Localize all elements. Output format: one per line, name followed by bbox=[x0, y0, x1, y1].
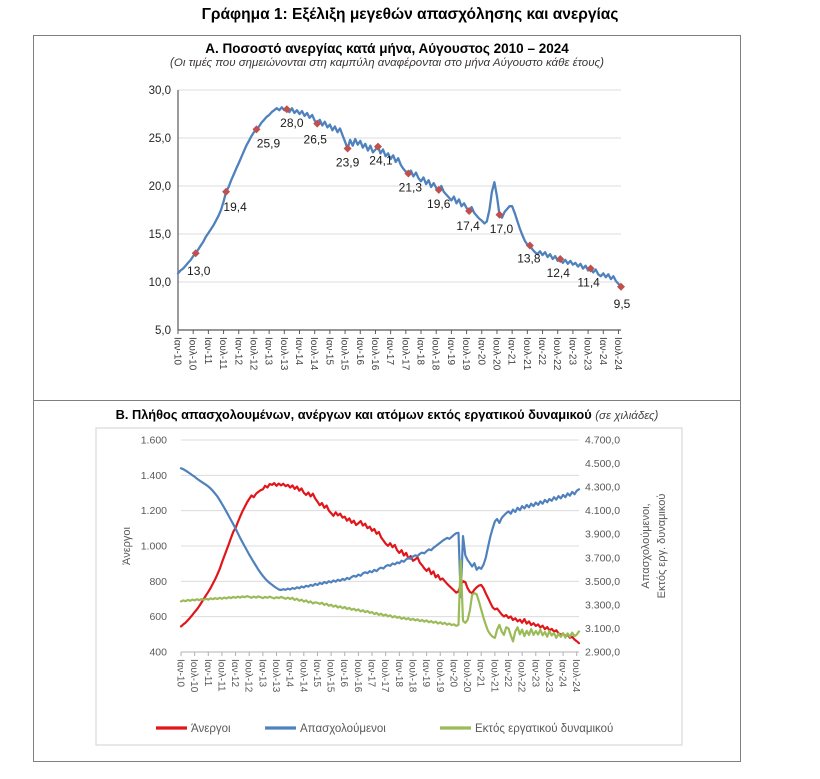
data-label: 28,0 bbox=[280, 116, 304, 131]
x-axis-tick-label: Ιουλ-12 bbox=[242, 659, 254, 693]
data-label: 19,4 bbox=[223, 199, 247, 214]
right-axis-tick-label: 3.500,0 bbox=[585, 575, 621, 588]
y-axis-tick-label: 10,0 bbox=[148, 277, 171, 289]
right-axis-tick-label: 3.900,0 bbox=[585, 528, 621, 541]
legend-label: Εκτός εργατικού δυναμικού bbox=[475, 723, 614, 735]
right-axis-tick-label: 2.900,0 bbox=[585, 646, 621, 659]
x-axis-tick-label: Ιαν-13 bbox=[256, 659, 268, 688]
x-axis-tick-label: Ιουλ-16 bbox=[351, 659, 363, 693]
august-marker bbox=[222, 188, 230, 196]
data-label: 9,5 bbox=[613, 296, 631, 311]
figure-title: Γράφημα 1: Εξέλιξη μεγεθών απασχόλησης και ανεργίας bbox=[201, 6, 619, 23]
x-axis-tick-label: Ιαν-24 bbox=[556, 659, 568, 688]
x-axis-tick-label: Ιουλ-16 bbox=[368, 337, 380, 371]
x-axis-tick-label: Ιαν-18 bbox=[414, 337, 426, 366]
data-label: 12,4 bbox=[546, 265, 570, 280]
x-axis-tick-label: Ιαν-14 bbox=[293, 337, 305, 366]
left-axis-title: Άνεργοι bbox=[121, 527, 133, 565]
data-label: 21,3 bbox=[398, 180, 423, 195]
left-axis-tick-label: 1.400 bbox=[140, 469, 167, 482]
x-axis-tick-label: Ιαν-22 bbox=[501, 659, 513, 688]
x-axis-tick-label: Ιουλ-20 bbox=[490, 337, 502, 371]
y-axis-tick-label: 15,0 bbox=[148, 229, 171, 241]
x-axis-tick-label: Ιουλ-15 bbox=[324, 659, 336, 693]
x-axis-tick-label: Ιουλ-10 bbox=[188, 659, 200, 693]
x-axis-tick-label: Ιαν-17 bbox=[384, 337, 396, 366]
left-axis-tick-label: 1.600 bbox=[140, 434, 167, 447]
x-axis-tick-label: Ιαν-15 bbox=[323, 337, 335, 366]
x-axis-tick-label: Ιουλ-13 bbox=[270, 659, 282, 693]
legend-label: Άνεργοι bbox=[191, 723, 231, 735]
x-axis-tick-label: Ιουλ-19 bbox=[433, 659, 445, 693]
x-axis-tick-label: Ιουλ-12 bbox=[247, 337, 259, 371]
x-axis-tick-label: Ιαν-12 bbox=[229, 659, 241, 688]
x-axis-tick-label: Ιουλ-15 bbox=[338, 337, 350, 371]
data-label: 17,4 bbox=[456, 218, 480, 233]
right-axis-tick-label: 4.300,0 bbox=[585, 481, 621, 494]
x-axis-tick-label: Ιαν-12 bbox=[232, 337, 244, 366]
x-axis-tick-label: Ιουλ-22 bbox=[551, 337, 563, 371]
x-axis-tick-label: Ιαν-20 bbox=[475, 337, 487, 366]
x-axis-tick-label: Ιουλ-18 bbox=[429, 337, 441, 371]
right-axis-tick-label: 4.700,0 bbox=[585, 434, 621, 447]
x-axis-tick-label: Ιαν-13 bbox=[262, 337, 274, 366]
x-axis-tick-label: Ιουλ-18 bbox=[406, 659, 418, 693]
x-axis-tick-label: Ιαν-18 bbox=[392, 659, 404, 688]
x-axis-tick-label: Ιαν-15 bbox=[310, 659, 322, 688]
data-label: 11,4 bbox=[577, 275, 600, 290]
x-axis-tick-label: Ιαν-20 bbox=[447, 659, 459, 688]
x-axis-tick-label: Ιαν-10 bbox=[174, 659, 186, 688]
x-axis-tick-label: Ιαν-11 bbox=[201, 337, 213, 365]
panel-b-title-text: Β. Πλήθος απασχολουμένων, ανέργων και ατόμων εκτός εργατικού δυναμικού bbox=[115, 407, 592, 422]
right-axis-title-line1: Απασχολούμενοι, bbox=[640, 503, 652, 589]
x-axis-tick-label: Ιουλ-22 bbox=[515, 659, 527, 693]
y-axis-tick-label: 20,0 bbox=[148, 181, 171, 193]
panel-a-subtitle: (Οι τιμές που σημειώνονται στη καμπύλη αναφέρονται στο μήνα Αύγουστο κάθε έτους) bbox=[170, 57, 604, 69]
x-axis-tick-label: Ιουλ-10 bbox=[186, 337, 198, 371]
data-label: 26,5 bbox=[303, 132, 327, 147]
x-axis-tick-label: Ιαν-22 bbox=[536, 337, 548, 366]
x-axis-tick-label: Ιουλ-23 bbox=[542, 659, 554, 693]
august-marker bbox=[344, 145, 352, 153]
x-axis-tick-label: Ιαν-11 bbox=[201, 659, 213, 687]
panel-a-title: Α. Ποσοστό ανεργίας κατά μήνα, Αύγουστος 2010 – 2024 bbox=[205, 41, 569, 56]
x-axis-tick-label: Ιαν-24 bbox=[596, 337, 608, 366]
right-axis-title-line2: Εκτός εργ. δυναμικού bbox=[656, 493, 668, 599]
legend-label: Απασχολούμενοι bbox=[300, 723, 386, 735]
x-axis-tick-label: Ιουλ-19 bbox=[460, 337, 472, 371]
panel-b-title-suffix: (σε χιλιάδες) bbox=[595, 410, 659, 422]
x-axis-tick-label: Ιαν-10 bbox=[171, 337, 183, 366]
data-label: 13,0 bbox=[187, 264, 211, 279]
x-axis-tick-label: Ιουλ-11 bbox=[215, 659, 227, 692]
x-axis-tick-label: Ιουλ-24 bbox=[570, 659, 582, 693]
x-axis-tick-label: Ιουλ-14 bbox=[297, 659, 309, 693]
x-axis-tick-label: Ιαν-17 bbox=[365, 659, 377, 688]
right-axis-tick-label: 4.500,0 bbox=[585, 458, 621, 471]
data-label: 19,6 bbox=[427, 196, 451, 211]
left-axis-tick-label: 600 bbox=[149, 611, 167, 624]
data-label: 13,8 bbox=[517, 251, 541, 266]
x-axis-tick-label: Ιουλ-21 bbox=[488, 659, 500, 693]
right-axis-tick-label: 3.700,0 bbox=[585, 552, 621, 565]
x-axis-tick-label: Ιουλ-14 bbox=[308, 337, 320, 371]
x-axis-tick-label: Ιουλ-23 bbox=[581, 337, 593, 371]
unemployment-rate-line bbox=[178, 107, 621, 286]
x-axis-tick-label: Ιαν-23 bbox=[566, 337, 578, 366]
panel-b bbox=[33, 400, 741, 762]
x-axis-tick-label: Ιαν-19 bbox=[420, 659, 432, 688]
right-axis-tick-label: 4.100,0 bbox=[585, 505, 621, 518]
left-axis-tick-label: 1.200 bbox=[140, 505, 167, 518]
x-axis-tick-label: Ιουλ-24 bbox=[611, 337, 623, 371]
y-axis-tick-label: 25,0 bbox=[148, 133, 171, 145]
x-axis-tick-label: Ιουλ-20 bbox=[461, 659, 473, 693]
data-label: 23,9 bbox=[335, 155, 360, 170]
labour-force-chart bbox=[34, 425, 741, 763]
left-axis-tick-label: 400 bbox=[149, 646, 167, 659]
left-axis-tick-label: 800 bbox=[149, 575, 167, 588]
data-label: 24,1 bbox=[369, 153, 393, 168]
x-axis-tick-label: Ιαν-23 bbox=[529, 659, 541, 688]
y-axis-tick-label: 5,0 bbox=[155, 325, 171, 337]
x-axis-tick-label: Ιαν-14 bbox=[283, 659, 295, 688]
x-axis-tick-label: Ιουλ-17 bbox=[399, 337, 411, 371]
panel-b-title bbox=[34, 407, 740, 422]
data-label: 17,0 bbox=[489, 221, 514, 236]
y-axis-tick-label: 30,0 bbox=[148, 85, 171, 97]
unemployment-rate-chart bbox=[34, 74, 741, 400]
x-axis-tick-label: Ιαν-21 bbox=[505, 337, 517, 366]
x-axis-tick-label: Ιουλ-11 bbox=[217, 337, 229, 370]
right-axis-tick-label: 3.300,0 bbox=[585, 599, 621, 612]
data-label: 25,9 bbox=[256, 136, 281, 151]
left-axis-tick-label: 1.000 bbox=[140, 540, 167, 553]
x-axis-tick-label: Ιουλ-13 bbox=[277, 337, 289, 371]
x-axis-tick-label: Ιουλ-21 bbox=[520, 337, 532, 371]
x-axis-tick-label: Ιουλ-17 bbox=[379, 659, 391, 693]
right-axis-tick-label: 3.100,0 bbox=[585, 622, 621, 635]
x-axis-tick-label: Ιαν-19 bbox=[444, 337, 456, 366]
x-axis-tick-label: Ιαν-16 bbox=[338, 659, 350, 688]
panel-a bbox=[33, 35, 741, 400]
x-axis-tick-label: Ιαν-21 bbox=[474, 659, 486, 688]
x-axis-tick-label: Ιαν-16 bbox=[353, 337, 365, 366]
